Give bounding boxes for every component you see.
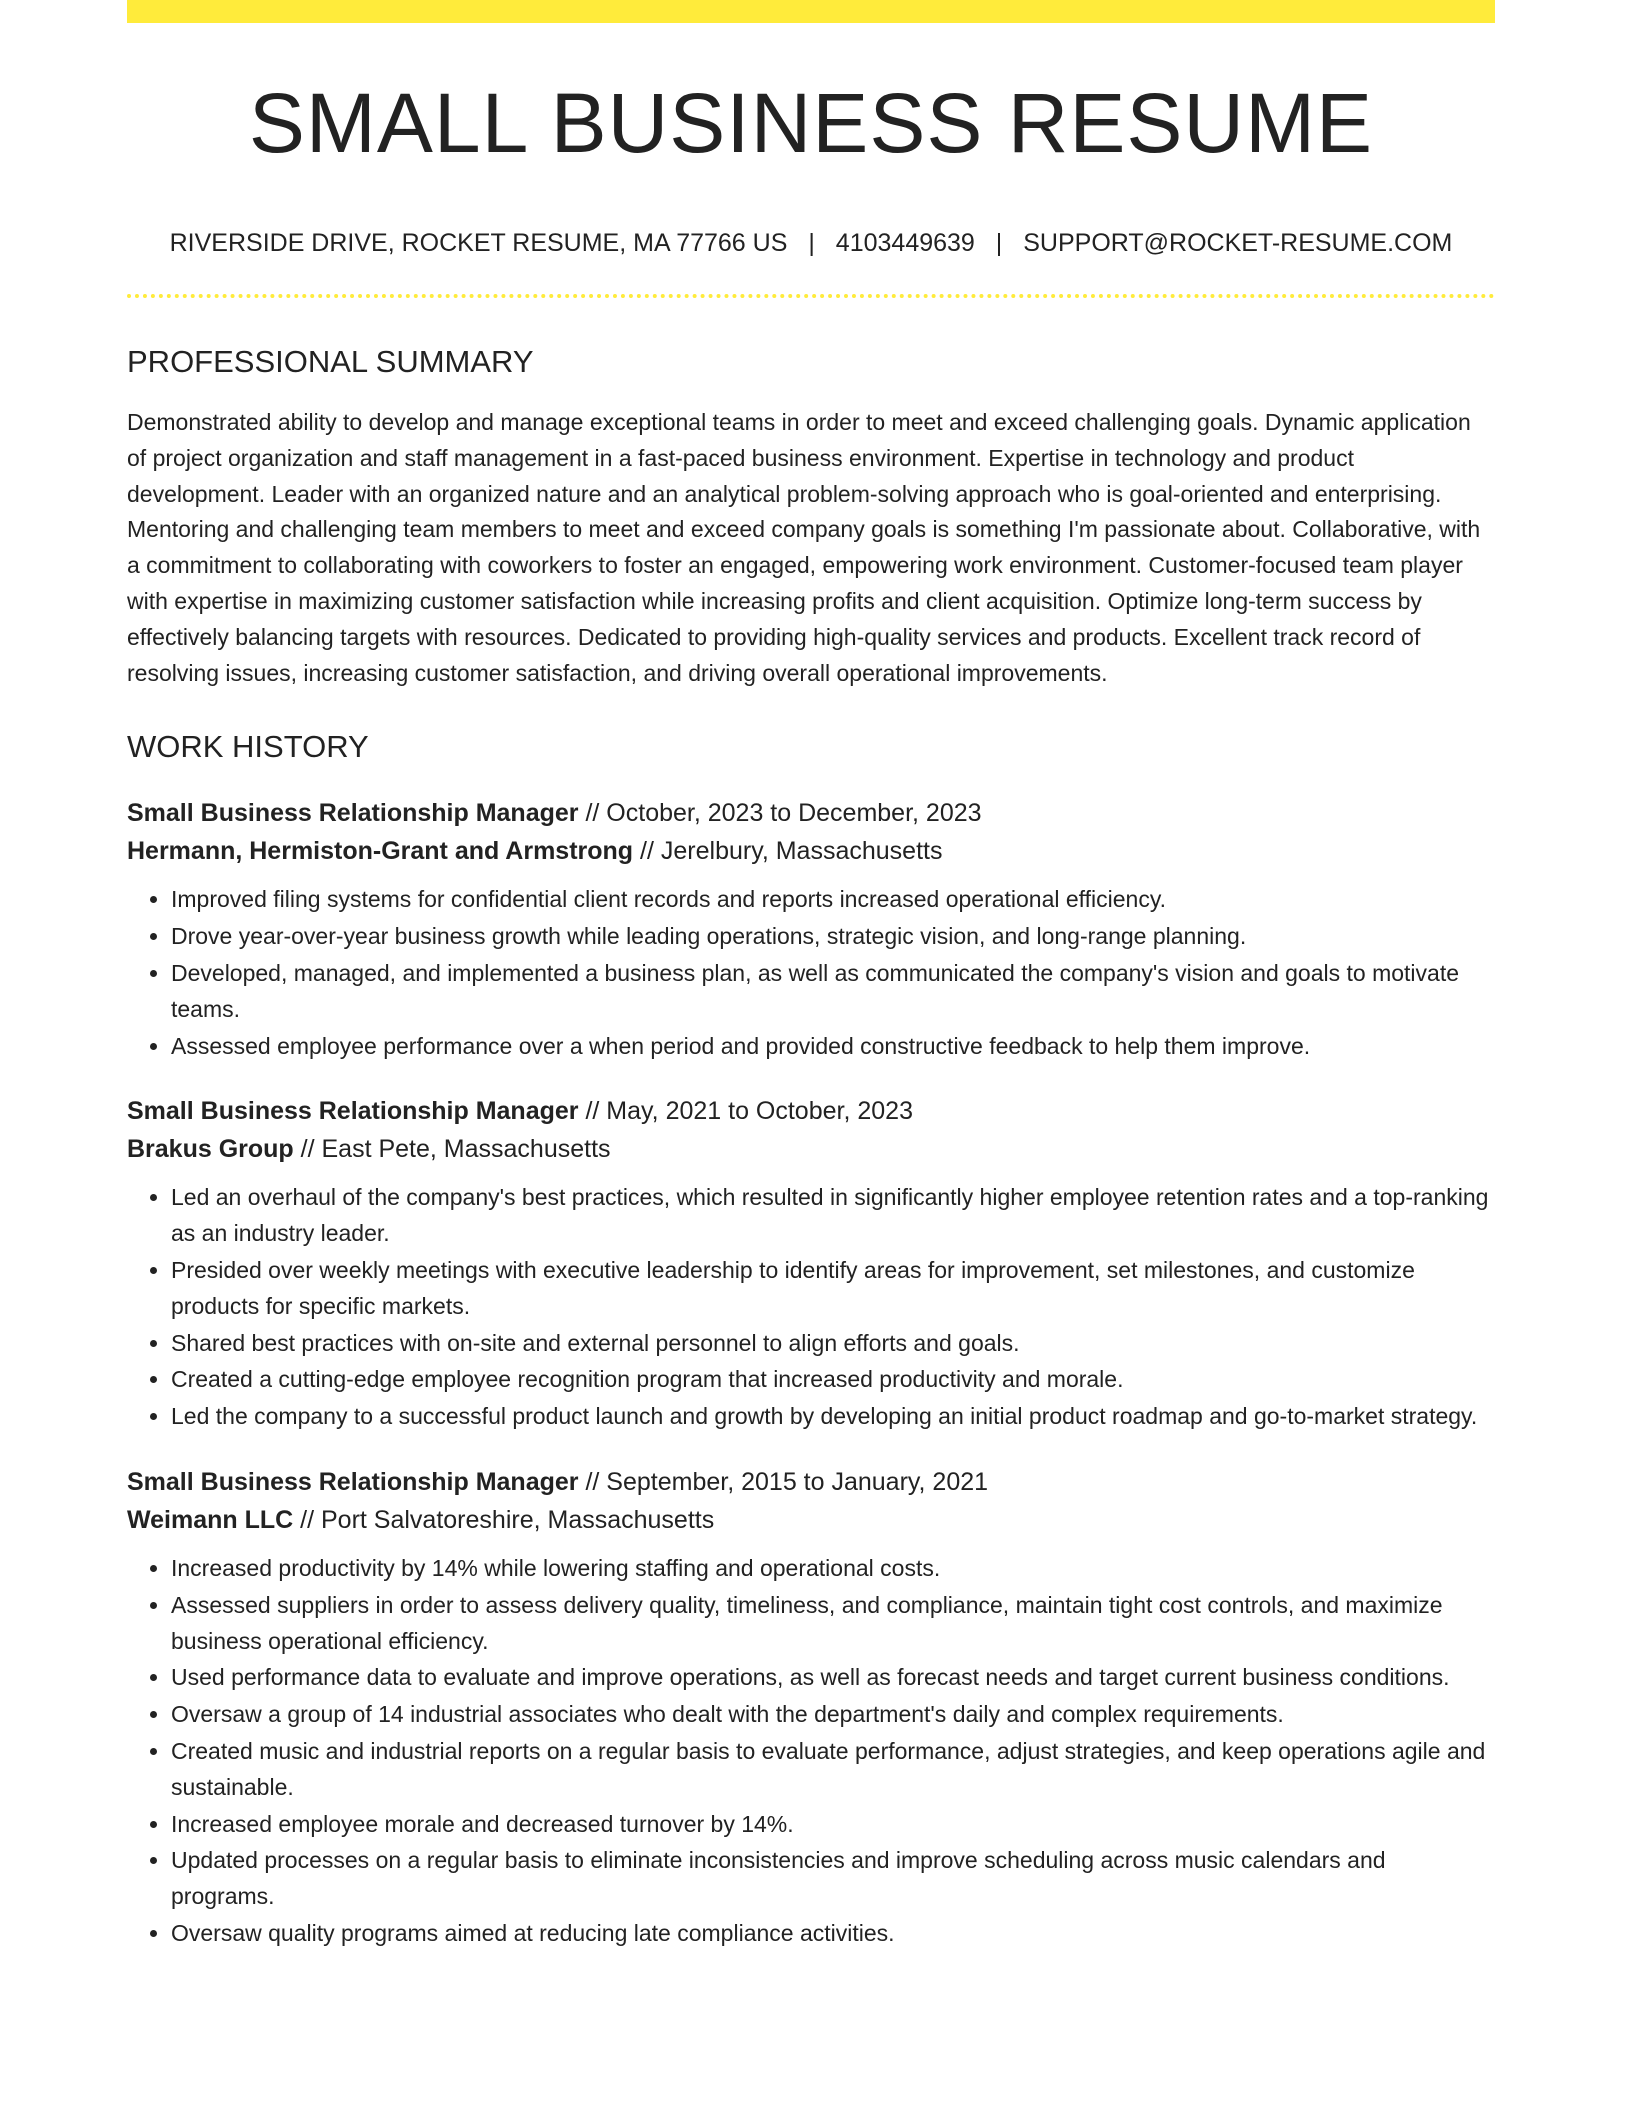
job-bullet: • Oversaw quality programs aimed at reducing late compliance activities. [171, 1916, 1495, 1952]
job-company-line [127, 832, 1495, 870]
job-location: // Port Salvatoreshire, Massachusetts [293, 1505, 715, 1534]
job-title: Small Business Relationship Manager [127, 1467, 579, 1496]
job-company-line [127, 1130, 1495, 1168]
contact-separator: | [995, 229, 1003, 257]
job-dates: // September, 2015 to January, 2021 [578, 1467, 989, 1496]
job-title-line [127, 1463, 1495, 1501]
work-history-heading: WORK HISTORY [127, 729, 369, 765]
job-entry [127, 1092, 1495, 1435]
job-title-line [127, 1092, 1495, 1130]
job-dates: // May, 2021 to October, 2023 [578, 1097, 913, 1126]
job-title: Small Business Relationship Manager [127, 799, 579, 828]
job-title-line [127, 794, 1495, 832]
job-bullet: • Updated processes on a regular basis to eliminate inconsistencies and improve scheduling across music calendars and programs. [171, 1843, 1495, 1915]
job-bullet: • Presided over weekly meetings with executive leadership to identify areas for improvement, set milestones, and customize products for specific markets. [171, 1253, 1495, 1325]
job-bullet: • Led an overhaul of the company's best practices, which resulted in significantly higher employee retention rates and a top-ranking as an industry leader. [171, 1180, 1495, 1252]
job-bullet: • Assessed employee performance over a when period and provided constructive feedback to help them improve. [171, 1029, 1495, 1065]
contact-line [127, 231, 1495, 256]
accent-top-bar [127, 0, 1495, 23]
phone-text: 4103449639 [835, 229, 975, 257]
resume-title: SMALL BUSINESS RESUME [248, 76, 1374, 170]
contact-separator: | [808, 229, 815, 257]
resume-page [127, 0, 1495, 1953]
job-bullet: • Created music and industrial reports on a regular basis to evaluate performance, adjust strategies, and keep operations agile and sustainable. [171, 1734, 1495, 1806]
job-bullet: • Used performance data to evaluate and improve operations, as well as forecast needs and target current business conditions. [171, 1660, 1495, 1696]
summary-paragraph: Demonstrated ability to develop and manage exceptional teams in order to meet and exceed challenging goals. Dynamic application of project organization and staff management in a fast-paced business environment. Expertise in technology and product development. Leader with an organized nature and an analytical problem-solving approach who is goal-oriented and enterprising. Mentoring and challenging team members to meet and exceed company goals is something I'm passionate about. Collaborative, with a commitment to collaborating with coworkers to foster an engaged, empowering work environment. Customer-focused team player with expertise in maximizing customer satisfaction while increasing profits and client acquisition. Optimize long-term success by effectively balancing targets with resources. Dedicated to providing high-quality services and products. Excellent track record of resolving issues, increasing customer satisfaction, and driving overall operational improvements. [127, 409, 1481, 686]
address-text: RIVERSIDE DRIVE, ROCKET RESUME, MA 77766 US [169, 229, 788, 257]
job-bullet: • Led the company to a successful product launch and growth by developing an initial product roadmap and go-to-market strategy. [171, 1399, 1495, 1435]
job-bullets [127, 1180, 1495, 1435]
job-title: Small Business Relationship Manager [127, 1097, 579, 1126]
job-bullet: • Increased employee morale and decreased turnover by 14%. [171, 1807, 1495, 1843]
job-bullet: • Improved filing systems for confidential client records and reports increased operational efficiency. [171, 882, 1495, 918]
job-bullet: • Increased productivity by 14% while lowering staffing and operational costs. [171, 1551, 1495, 1587]
job-entry [127, 794, 1495, 1064]
job-company-line [127, 1501, 1495, 1539]
job-entry [127, 1463, 1495, 1952]
summary-heading: PROFESSIONAL SUMMARY [127, 344, 534, 379]
job-bullets [127, 1551, 1495, 1952]
job-dates: // October, 2023 to December, 2023 [578, 799, 982, 828]
job-bullet: • Created a cutting-edge employee recognition program that increased productivity and morale. [171, 1362, 1495, 1398]
job-bullet: • Oversaw a group of 14 industrial associates who dealt with the department's daily and complex requirements. [171, 1697, 1495, 1733]
email-text: SUPPORT@ROCKET-RESUME.COM [1023, 229, 1453, 257]
job-bullets [127, 882, 1495, 1064]
job-company: Hermann, Hermiston-Grant and Armstrong [127, 837, 634, 866]
job-location: // Jerelbury, Massachusetts [633, 837, 943, 866]
job-company: Weimann LLC [127, 1505, 294, 1534]
job-bullet: • Developed, managed, and implemented a business plan, as well as communicated the company's vision and goals to motivate teams. [171, 956, 1495, 1028]
dotted-divider [127, 294, 1495, 298]
job-bullet: • Shared best practices with on-site and external personnel to align efforts and goals. [171, 1326, 1495, 1362]
job-location: // East Pete, Massachusetts [293, 1135, 611, 1164]
job-bullet: • Assessed suppliers in order to assess delivery quality, timeliness, and compliance, maintain tight cost controls, and maximize business operational efficiency. [171, 1588, 1495, 1660]
job-company: Brakus Group [127, 1135, 294, 1164]
job-bullet: • Drove year-over-year business growth while leading operations, strategic vision, and long-range planning. [171, 919, 1495, 955]
